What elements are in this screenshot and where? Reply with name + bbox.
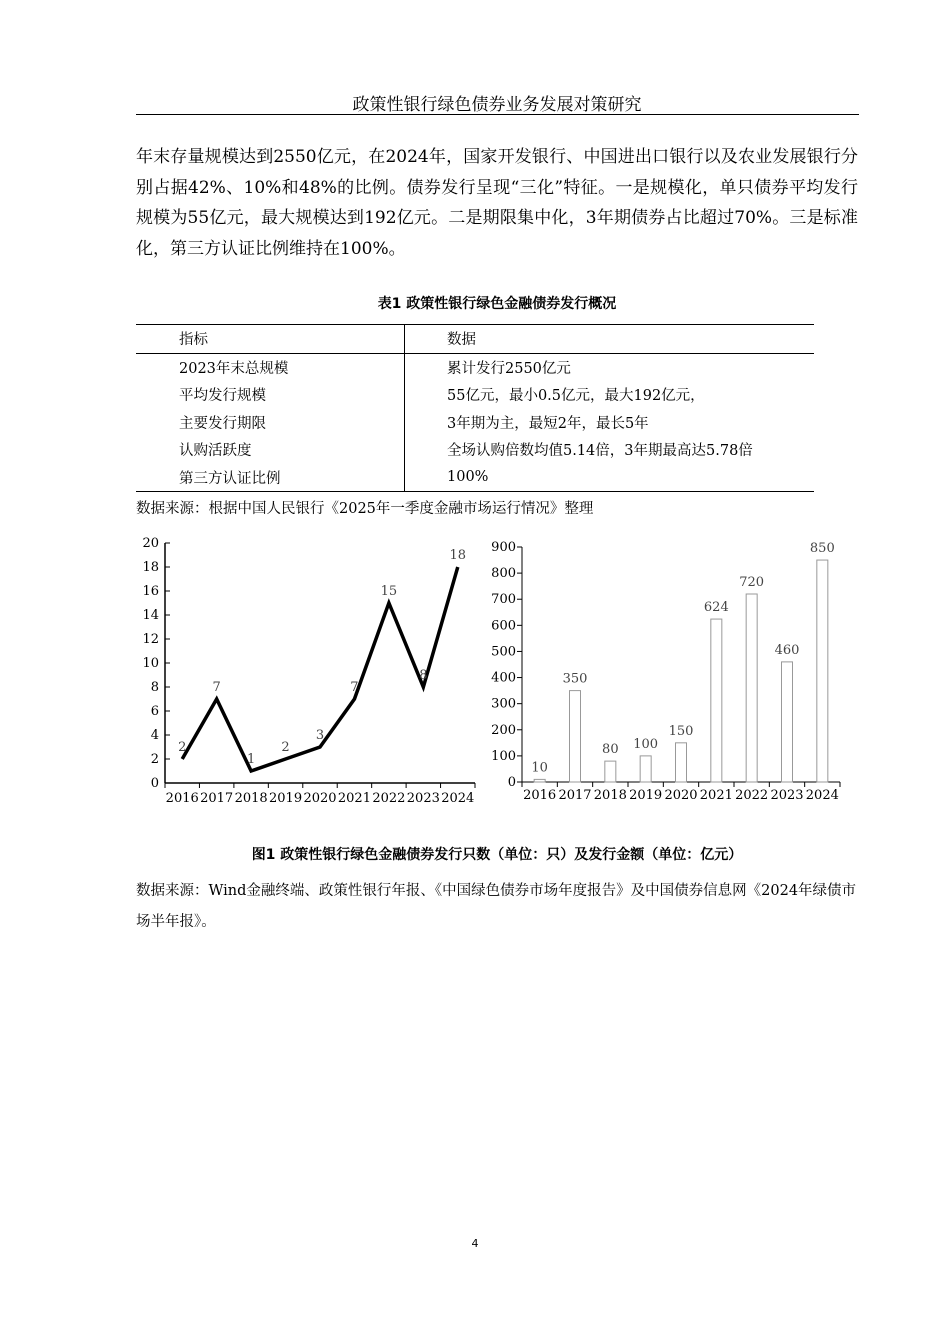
bar [817,560,828,782]
y-tick-label: 600 [491,618,516,634]
x-tick-label: 2020 [303,791,337,806]
x-tick-label: 2024 [441,791,475,806]
x-tick-label: 2017 [200,791,234,806]
x-tick-label: 2019 [629,788,663,803]
data-label: 720 [739,575,765,590]
data-label: 460 [774,642,800,658]
table-header-row [136,325,814,354]
table-cell: 主要发行期限 [136,409,405,437]
data-label: 2 [281,740,290,755]
data-label: 18 [449,548,467,563]
y-tick-label: 200 [491,722,516,738]
x-tick-label: 2022 [735,788,769,803]
y-tick-label: 4 [150,728,159,743]
bar [640,756,651,782]
y-tick-label: 8 [150,680,159,695]
x-tick-label: 2023 [770,788,804,803]
bar [782,662,793,782]
x-tick-label: 2019 [269,791,303,806]
y-tick-label: 16 [142,584,159,599]
issuance-amount-bar-chart [485,530,855,810]
data-label: 100 [633,736,659,752]
table-cell: 100% [447,469,489,486]
header-rule [136,114,859,115]
x-tick-label: 2018 [593,788,627,803]
y-tick-label: 14 [142,608,159,623]
x-tick-label: 2023 [406,791,440,806]
table-source-note: 数据来源：根据中国人民银行《2025年一季度金融市场运行情况》整理 [136,501,594,517]
table-header-cell: 指标 [136,325,405,354]
bar [605,761,616,782]
y-tick-label: 700 [491,592,516,608]
data-label: 350 [562,671,588,687]
x-tick-label: 2021 [699,788,733,803]
y-tick-label: 900 [491,540,516,555]
data-label: 10 [531,760,548,776]
y-tick-label: 12 [142,632,159,647]
y-tick-label: 2 [150,752,159,767]
table-cell: 第三方认证比例 [136,464,405,492]
bar [711,619,722,782]
table-row [136,353,814,381]
bar [534,779,545,782]
issuance-count-line-chart [130,530,490,810]
y-tick-label: 10 [142,656,159,671]
table-cell: 平均发行规模 [136,381,405,409]
page-number: 4 [471,1237,479,1250]
bar [746,594,757,782]
issuance-overview-table [136,324,814,492]
y-tick-label: 18 [142,560,159,575]
table-cell: 3年期为主，最短2年，最长5年 [447,415,649,432]
data-label: 7 [350,680,359,695]
data-label: 7 [212,680,221,695]
y-tick-label: 800 [491,566,516,582]
data-label: 624 [703,600,729,616]
x-tick-label: 2018 [234,791,268,806]
data-label: 8 [419,668,428,683]
table-row [136,409,814,437]
x-tick-label: 2016 [523,788,557,803]
y-tick-label: 0 [150,776,159,791]
x-tick-label: 2022 [372,791,406,806]
table-cell: 全场认购倍数均值5.14倍，3年期最高达5.78倍 [447,443,753,460]
running-header: 政策性银行绿色债券业务发展对策研究 [352,95,642,115]
x-tick-label: 2016 [165,791,199,806]
data-label: 80 [602,742,619,758]
table-cell: 累计发行2550亿元 [447,360,571,377]
data-label: 1 [246,752,256,767]
data-label: 150 [668,723,694,739]
x-tick-label: 2017 [558,788,592,803]
figure-caption: 图1 政策性银行绿色金融债券发行只数（单位：只）及发行金额（单位：亿元） [251,847,743,863]
table-row [136,464,814,492]
data-label: 15 [380,584,398,599]
y-tick-label: 6 [150,704,159,719]
data-label: 2 [178,740,187,755]
data-label: 3 [315,728,325,743]
y-tick-label: 500 [491,644,516,660]
data-label: 850 [809,541,835,557]
x-tick-label: 2021 [337,791,371,806]
body-paragraph: 年末存量规模达到2550亿元，在2024年，国家开发银行、中国进出口银行以及农业发展银行分别占据42%、10%和48%的比例。债券发行呈现“三化”特征。一是规模化，单只债券平均发行规模为55亿元，最大规模达到192亿元。二是期限集中化，3年期债券占比超过70%。三是标准化，第三方认证比例维持在100%。 [136,147,858,259]
figure-source-note: 数据来源：Wind金融终端、政策性银行年报、《中国绿色债券市场年度报告》及中国债券信息网《2024年绿债市场半年报》。 [136,883,857,930]
table-cell: 55亿元，最小0.5亿元，最大192亿元， [447,388,705,405]
table-cell: 认购活跃度 [136,436,405,464]
x-tick-label: 2024 [805,788,839,803]
y-tick-label: 100 [491,748,516,764]
bar [676,743,687,782]
x-tick-label: 2020 [664,788,698,803]
y-tick-label: 20 [142,536,159,551]
table-caption: 表1 政策性银行绿色金融债券发行概况 [377,296,617,312]
y-tick-label: 400 [491,670,516,686]
bar [570,691,581,782]
y-tick-label: 0 [507,775,516,790]
table-row [136,436,814,464]
table-row [136,381,814,409]
y-tick-label: 300 [491,696,516,712]
table-header-cell: 数据 [405,325,815,354]
table-cell: 2023年末总规模 [136,353,405,381]
